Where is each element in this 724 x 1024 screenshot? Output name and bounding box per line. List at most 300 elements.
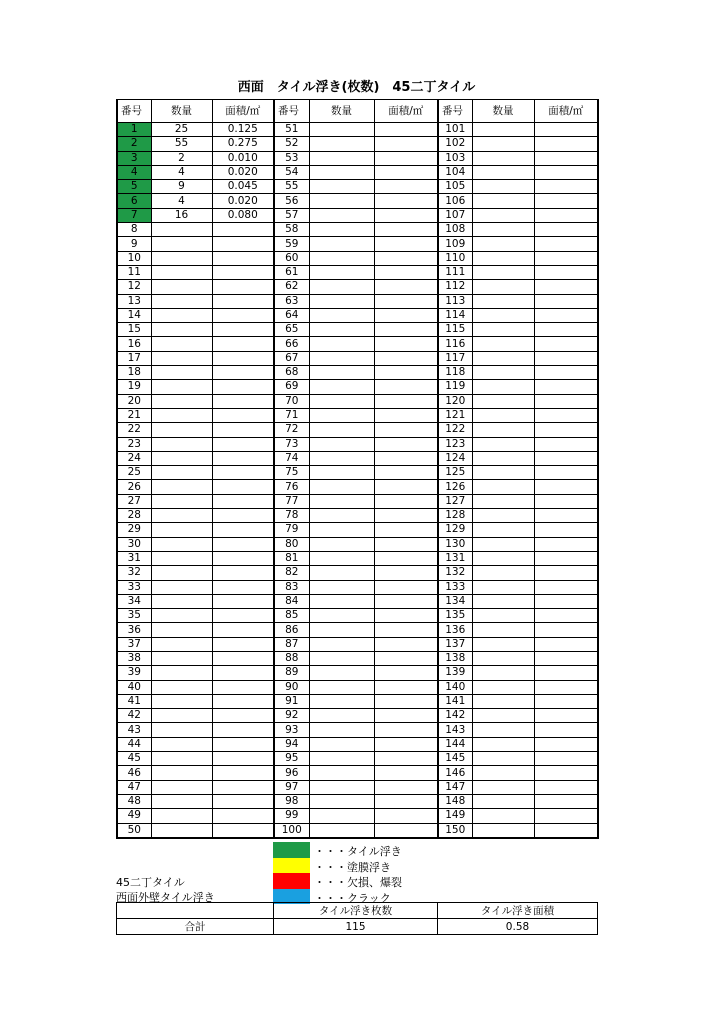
area-cell	[212, 623, 274, 637]
area-cell	[374, 394, 438, 408]
quantity-cell	[309, 223, 374, 237]
total-label: 合計	[117, 919, 274, 935]
area-cell	[374, 308, 438, 322]
area-cell	[534, 637, 598, 651]
area-cell	[534, 580, 598, 594]
row-number: 86	[274, 623, 309, 637]
row-number: 148	[438, 794, 472, 808]
area-cell	[374, 237, 438, 251]
table-row	[117, 294, 598, 308]
quantity-cell	[309, 165, 374, 179]
quantity-cell	[472, 237, 534, 251]
area-cell	[212, 408, 274, 422]
quantity-cell	[309, 237, 374, 251]
quantity-cell	[151, 523, 212, 537]
quantity-cell	[472, 366, 534, 380]
area-cell: 0.125	[212, 123, 274, 137]
row-number: 54	[274, 165, 309, 179]
quantity-cell	[309, 380, 374, 394]
row-number: 137	[438, 637, 472, 651]
row-number: 117	[438, 351, 472, 365]
table-row	[117, 466, 598, 480]
row-number: 150	[438, 823, 472, 838]
area-cell	[534, 480, 598, 494]
row-number: 87	[274, 637, 309, 651]
quantity-cell	[151, 551, 212, 565]
row-number: 20	[117, 394, 151, 408]
summary-blank-cell	[117, 903, 274, 919]
area-cell	[534, 137, 598, 151]
area-cell: 0.080	[212, 208, 274, 222]
area-cell	[212, 709, 274, 723]
area-cell	[374, 666, 438, 680]
quantity-cell	[309, 151, 374, 165]
table-row	[117, 694, 598, 708]
row-number: 69	[274, 380, 309, 394]
area-cell	[374, 208, 438, 222]
total-count: 115	[274, 919, 438, 935]
quantity-cell	[151, 408, 212, 422]
area-cell	[212, 780, 274, 794]
area-cell	[374, 137, 438, 151]
table-row	[117, 609, 598, 623]
area-cell	[374, 609, 438, 623]
quantity-cell	[472, 280, 534, 294]
quantity-cell	[309, 494, 374, 508]
quantity-cell	[309, 423, 374, 437]
area-cell	[534, 265, 598, 279]
quantity-cell	[309, 437, 374, 451]
quantity-cell	[472, 466, 534, 480]
area-cell	[212, 580, 274, 594]
quantity-cell	[151, 823, 212, 838]
legend-swatch	[273, 842, 310, 858]
area-cell	[374, 809, 438, 823]
area-cell	[534, 408, 598, 422]
area-cell	[212, 651, 274, 665]
summary-total-row	[117, 919, 598, 935]
quantity-cell	[309, 466, 374, 480]
table-row	[117, 265, 598, 279]
page-title: 西面 タイル浮き(枚数) 45二丁タイル	[237, 80, 476, 95]
quantity-cell	[472, 123, 534, 137]
quantity-cell: 2	[151, 151, 212, 165]
row-number: 97	[274, 780, 309, 794]
row-number: 28	[117, 509, 151, 523]
area-cell: 0.045	[212, 180, 274, 194]
row-number: 21	[117, 408, 151, 422]
row-number: 5	[117, 180, 151, 194]
quantity-cell	[472, 623, 534, 637]
row-number: 30	[117, 537, 151, 551]
quantity-cell	[309, 694, 374, 708]
row-number: 73	[274, 437, 309, 451]
area-cell	[374, 466, 438, 480]
row-number: 139	[438, 666, 472, 680]
row-number: 63	[274, 294, 309, 308]
area-cell	[212, 280, 274, 294]
row-number: 90	[274, 680, 309, 694]
area-cell	[534, 423, 598, 437]
summary-area-header: タイル浮き面積	[438, 903, 598, 919]
location-label: 西面外壁タイル浮き	[116, 891, 215, 904]
row-number: 14	[117, 308, 151, 322]
quantity-cell	[472, 594, 534, 608]
header-qty: 数量	[151, 100, 212, 123]
row-number: 143	[438, 723, 472, 737]
row-number: 34	[117, 594, 151, 608]
table-row	[117, 223, 598, 237]
area-cell	[534, 323, 598, 337]
area-cell	[374, 623, 438, 637]
row-number: 136	[438, 623, 472, 637]
area-cell	[534, 294, 598, 308]
table-row	[117, 323, 598, 337]
area-cell	[212, 337, 274, 351]
area-cell	[534, 351, 598, 365]
row-number: 128	[438, 509, 472, 523]
summary-header-row	[117, 903, 598, 919]
area-cell	[374, 509, 438, 523]
row-number: 88	[274, 651, 309, 665]
table-row	[117, 666, 598, 680]
quantity-cell	[151, 794, 212, 808]
table-row	[117, 437, 598, 451]
row-number: 103	[438, 151, 472, 165]
quantity-cell	[472, 766, 534, 780]
area-cell	[534, 208, 598, 222]
quantity-cell	[151, 380, 212, 394]
row-number: 122	[438, 423, 472, 437]
row-number: 140	[438, 680, 472, 694]
area-cell: 0.020	[212, 194, 274, 208]
quantity-cell	[472, 394, 534, 408]
area-cell	[212, 551, 274, 565]
quantity-cell	[472, 680, 534, 694]
area-cell	[212, 666, 274, 680]
quantity-cell	[309, 480, 374, 494]
quantity-cell	[151, 451, 212, 465]
quantity-cell	[151, 509, 212, 523]
header-area: 面積/㎡	[374, 100, 438, 123]
quantity-cell	[151, 337, 212, 351]
area-cell	[374, 380, 438, 394]
quantity-cell	[151, 737, 212, 751]
area-cell	[212, 823, 274, 838]
table-row	[117, 451, 598, 465]
row-number: 51	[274, 123, 309, 137]
quantity-cell	[472, 637, 534, 651]
row-number: 26	[117, 480, 151, 494]
area-cell	[534, 366, 598, 380]
quantity-cell	[151, 580, 212, 594]
header-area: 面積/㎡	[212, 100, 274, 123]
row-number: 29	[117, 523, 151, 537]
area-cell	[212, 723, 274, 737]
area-cell	[534, 237, 598, 251]
area-cell	[374, 351, 438, 365]
row-number: 18	[117, 366, 151, 380]
area-cell	[212, 594, 274, 608]
area-cell	[534, 280, 598, 294]
area-cell	[534, 694, 598, 708]
area-cell	[534, 794, 598, 808]
row-number: 36	[117, 623, 151, 637]
row-number: 115	[438, 323, 472, 337]
quantity-cell	[309, 780, 374, 794]
area-cell	[212, 265, 274, 279]
row-number: 111	[438, 265, 472, 279]
row-number: 42	[117, 709, 151, 723]
area-cell	[534, 666, 598, 680]
area-cell	[212, 609, 274, 623]
area-cell	[374, 323, 438, 337]
table-row	[117, 551, 598, 565]
table-row	[117, 408, 598, 422]
row-number: 116	[438, 337, 472, 351]
row-number: 80	[274, 537, 309, 551]
quantity-cell	[472, 451, 534, 465]
quantity-cell	[151, 237, 212, 251]
row-number: 79	[274, 523, 309, 537]
table-row	[117, 366, 598, 380]
area-cell	[534, 466, 598, 480]
quantity-cell	[472, 609, 534, 623]
quantity-cell	[472, 494, 534, 508]
area-cell: 0.275	[212, 137, 274, 151]
table-row	[117, 480, 598, 494]
row-number: 96	[274, 766, 309, 780]
quantity-cell	[151, 366, 212, 380]
quantity-cell: 4	[151, 194, 212, 208]
quantity-cell	[472, 566, 534, 580]
area-cell	[212, 480, 274, 494]
area-cell	[374, 165, 438, 179]
quantity-cell	[472, 294, 534, 308]
table-row	[117, 623, 598, 637]
table-row	[117, 651, 598, 665]
quantity-cell	[472, 380, 534, 394]
quantity-cell	[472, 480, 534, 494]
summary-table	[116, 902, 598, 935]
table-row	[117, 423, 598, 437]
area-cell	[374, 423, 438, 437]
quantity-cell	[151, 609, 212, 623]
quantity-cell	[472, 809, 534, 823]
area-cell	[534, 752, 598, 766]
table-row	[117, 208, 598, 222]
row-number: 123	[438, 437, 472, 451]
row-number: 108	[438, 223, 472, 237]
quantity-cell	[472, 509, 534, 523]
quantity-cell	[151, 752, 212, 766]
row-number: 119	[438, 380, 472, 394]
row-number: 82	[274, 566, 309, 580]
quantity-cell	[472, 737, 534, 751]
table-row	[117, 523, 598, 537]
area-cell: 0.020	[212, 165, 274, 179]
row-number: 113	[438, 294, 472, 308]
row-number: 107	[438, 208, 472, 222]
row-number: 67	[274, 351, 309, 365]
table-row	[117, 709, 598, 723]
area-cell	[534, 566, 598, 580]
quantity-cell	[309, 580, 374, 594]
table-row	[117, 137, 598, 151]
legend-swatch	[273, 873, 310, 889]
quantity-cell	[151, 466, 212, 480]
row-number: 146	[438, 766, 472, 780]
area-cell	[534, 537, 598, 551]
row-number: 98	[274, 794, 309, 808]
quantity-cell	[151, 566, 212, 580]
row-number: 91	[274, 694, 309, 708]
quantity-cell	[472, 323, 534, 337]
row-number: 33	[117, 580, 151, 594]
row-number: 24	[117, 451, 151, 465]
row-number: 130	[438, 537, 472, 551]
row-number: 40	[117, 680, 151, 694]
area-cell	[374, 551, 438, 565]
area-cell	[534, 251, 598, 265]
quantity-cell	[472, 523, 534, 537]
area-cell	[374, 737, 438, 751]
row-number: 114	[438, 308, 472, 322]
row-number: 8	[117, 223, 151, 237]
quantity-cell	[472, 794, 534, 808]
row-number: 134	[438, 594, 472, 608]
row-number: 32	[117, 566, 151, 580]
summary-count-header: タイル浮き枚数	[274, 903, 438, 919]
row-number: 105	[438, 180, 472, 194]
row-number: 110	[438, 251, 472, 265]
quantity-cell	[309, 809, 374, 823]
row-number: 131	[438, 551, 472, 565]
row-number: 94	[274, 737, 309, 751]
row-number: 61	[274, 265, 309, 279]
row-number: 83	[274, 580, 309, 594]
table-row	[117, 823, 598, 838]
area-cell	[534, 809, 598, 823]
row-number: 17	[117, 351, 151, 365]
quantity-cell	[472, 208, 534, 222]
area-cell	[534, 623, 598, 637]
quantity-cell	[151, 680, 212, 694]
table-row	[117, 165, 598, 179]
row-number: 38	[117, 651, 151, 665]
table-row	[117, 752, 598, 766]
area-cell	[374, 151, 438, 165]
row-number: 135	[438, 609, 472, 623]
area-cell	[212, 809, 274, 823]
row-number: 112	[438, 280, 472, 294]
area-cell	[534, 737, 598, 751]
quantity-cell	[151, 251, 212, 265]
quantity-cell	[151, 308, 212, 322]
row-number: 149	[438, 809, 472, 823]
quantity-cell: 16	[151, 208, 212, 222]
row-number: 66	[274, 337, 309, 351]
quantity-cell	[472, 780, 534, 794]
area-cell	[212, 237, 274, 251]
row-number: 1	[117, 123, 151, 137]
legend-label: ・・・タイル浮き	[314, 845, 402, 858]
row-number: 144	[438, 737, 472, 751]
header-no: 番号	[438, 100, 472, 123]
area-cell	[212, 394, 274, 408]
table-row	[117, 809, 598, 823]
quantity-cell	[472, 180, 534, 194]
row-number: 77	[274, 494, 309, 508]
area-cell	[212, 537, 274, 551]
row-number: 4	[117, 165, 151, 179]
area-cell	[534, 308, 598, 322]
area-cell	[374, 566, 438, 580]
area-cell	[374, 694, 438, 708]
area-cell	[534, 437, 598, 451]
row-number: 45	[117, 752, 151, 766]
area-cell	[374, 223, 438, 237]
table-row	[117, 380, 598, 394]
quantity-cell	[309, 137, 374, 151]
row-number: 129	[438, 523, 472, 537]
quantity-cell	[472, 694, 534, 708]
row-number: 109	[438, 237, 472, 251]
row-number: 72	[274, 423, 309, 437]
quantity-cell	[151, 651, 212, 665]
table-row	[117, 580, 598, 594]
area-cell	[374, 437, 438, 451]
row-number: 85	[274, 609, 309, 623]
quantity-cell	[472, 752, 534, 766]
area-cell	[374, 451, 438, 465]
quantity-cell	[309, 637, 374, 651]
quantity-cell	[472, 437, 534, 451]
quantity-cell	[472, 351, 534, 365]
area-cell	[212, 223, 274, 237]
area-cell	[212, 752, 274, 766]
row-number: 44	[117, 737, 151, 751]
quantity-cell	[309, 394, 374, 408]
quantity-cell	[151, 294, 212, 308]
area-cell	[212, 694, 274, 708]
row-number: 99	[274, 809, 309, 823]
area-cell	[374, 651, 438, 665]
quantity-cell	[151, 623, 212, 637]
quantity-cell: 9	[151, 180, 212, 194]
row-number: 53	[274, 151, 309, 165]
row-number: 92	[274, 709, 309, 723]
row-number: 12	[117, 280, 151, 294]
quantity-cell	[309, 123, 374, 137]
area-cell	[212, 451, 274, 465]
quantity-cell	[309, 366, 374, 380]
table-row	[117, 351, 598, 365]
row-number: 19	[117, 380, 151, 394]
quantity-cell	[309, 180, 374, 194]
quantity-cell	[472, 251, 534, 265]
table-row	[117, 594, 598, 608]
header-row	[117, 100, 598, 123]
area-cell	[374, 251, 438, 265]
area-cell	[374, 680, 438, 694]
quantity-cell	[151, 351, 212, 365]
area-cell	[374, 752, 438, 766]
area-cell	[534, 594, 598, 608]
row-number: 145	[438, 752, 472, 766]
quantity-cell	[472, 537, 534, 551]
row-number: 11	[117, 265, 151, 279]
